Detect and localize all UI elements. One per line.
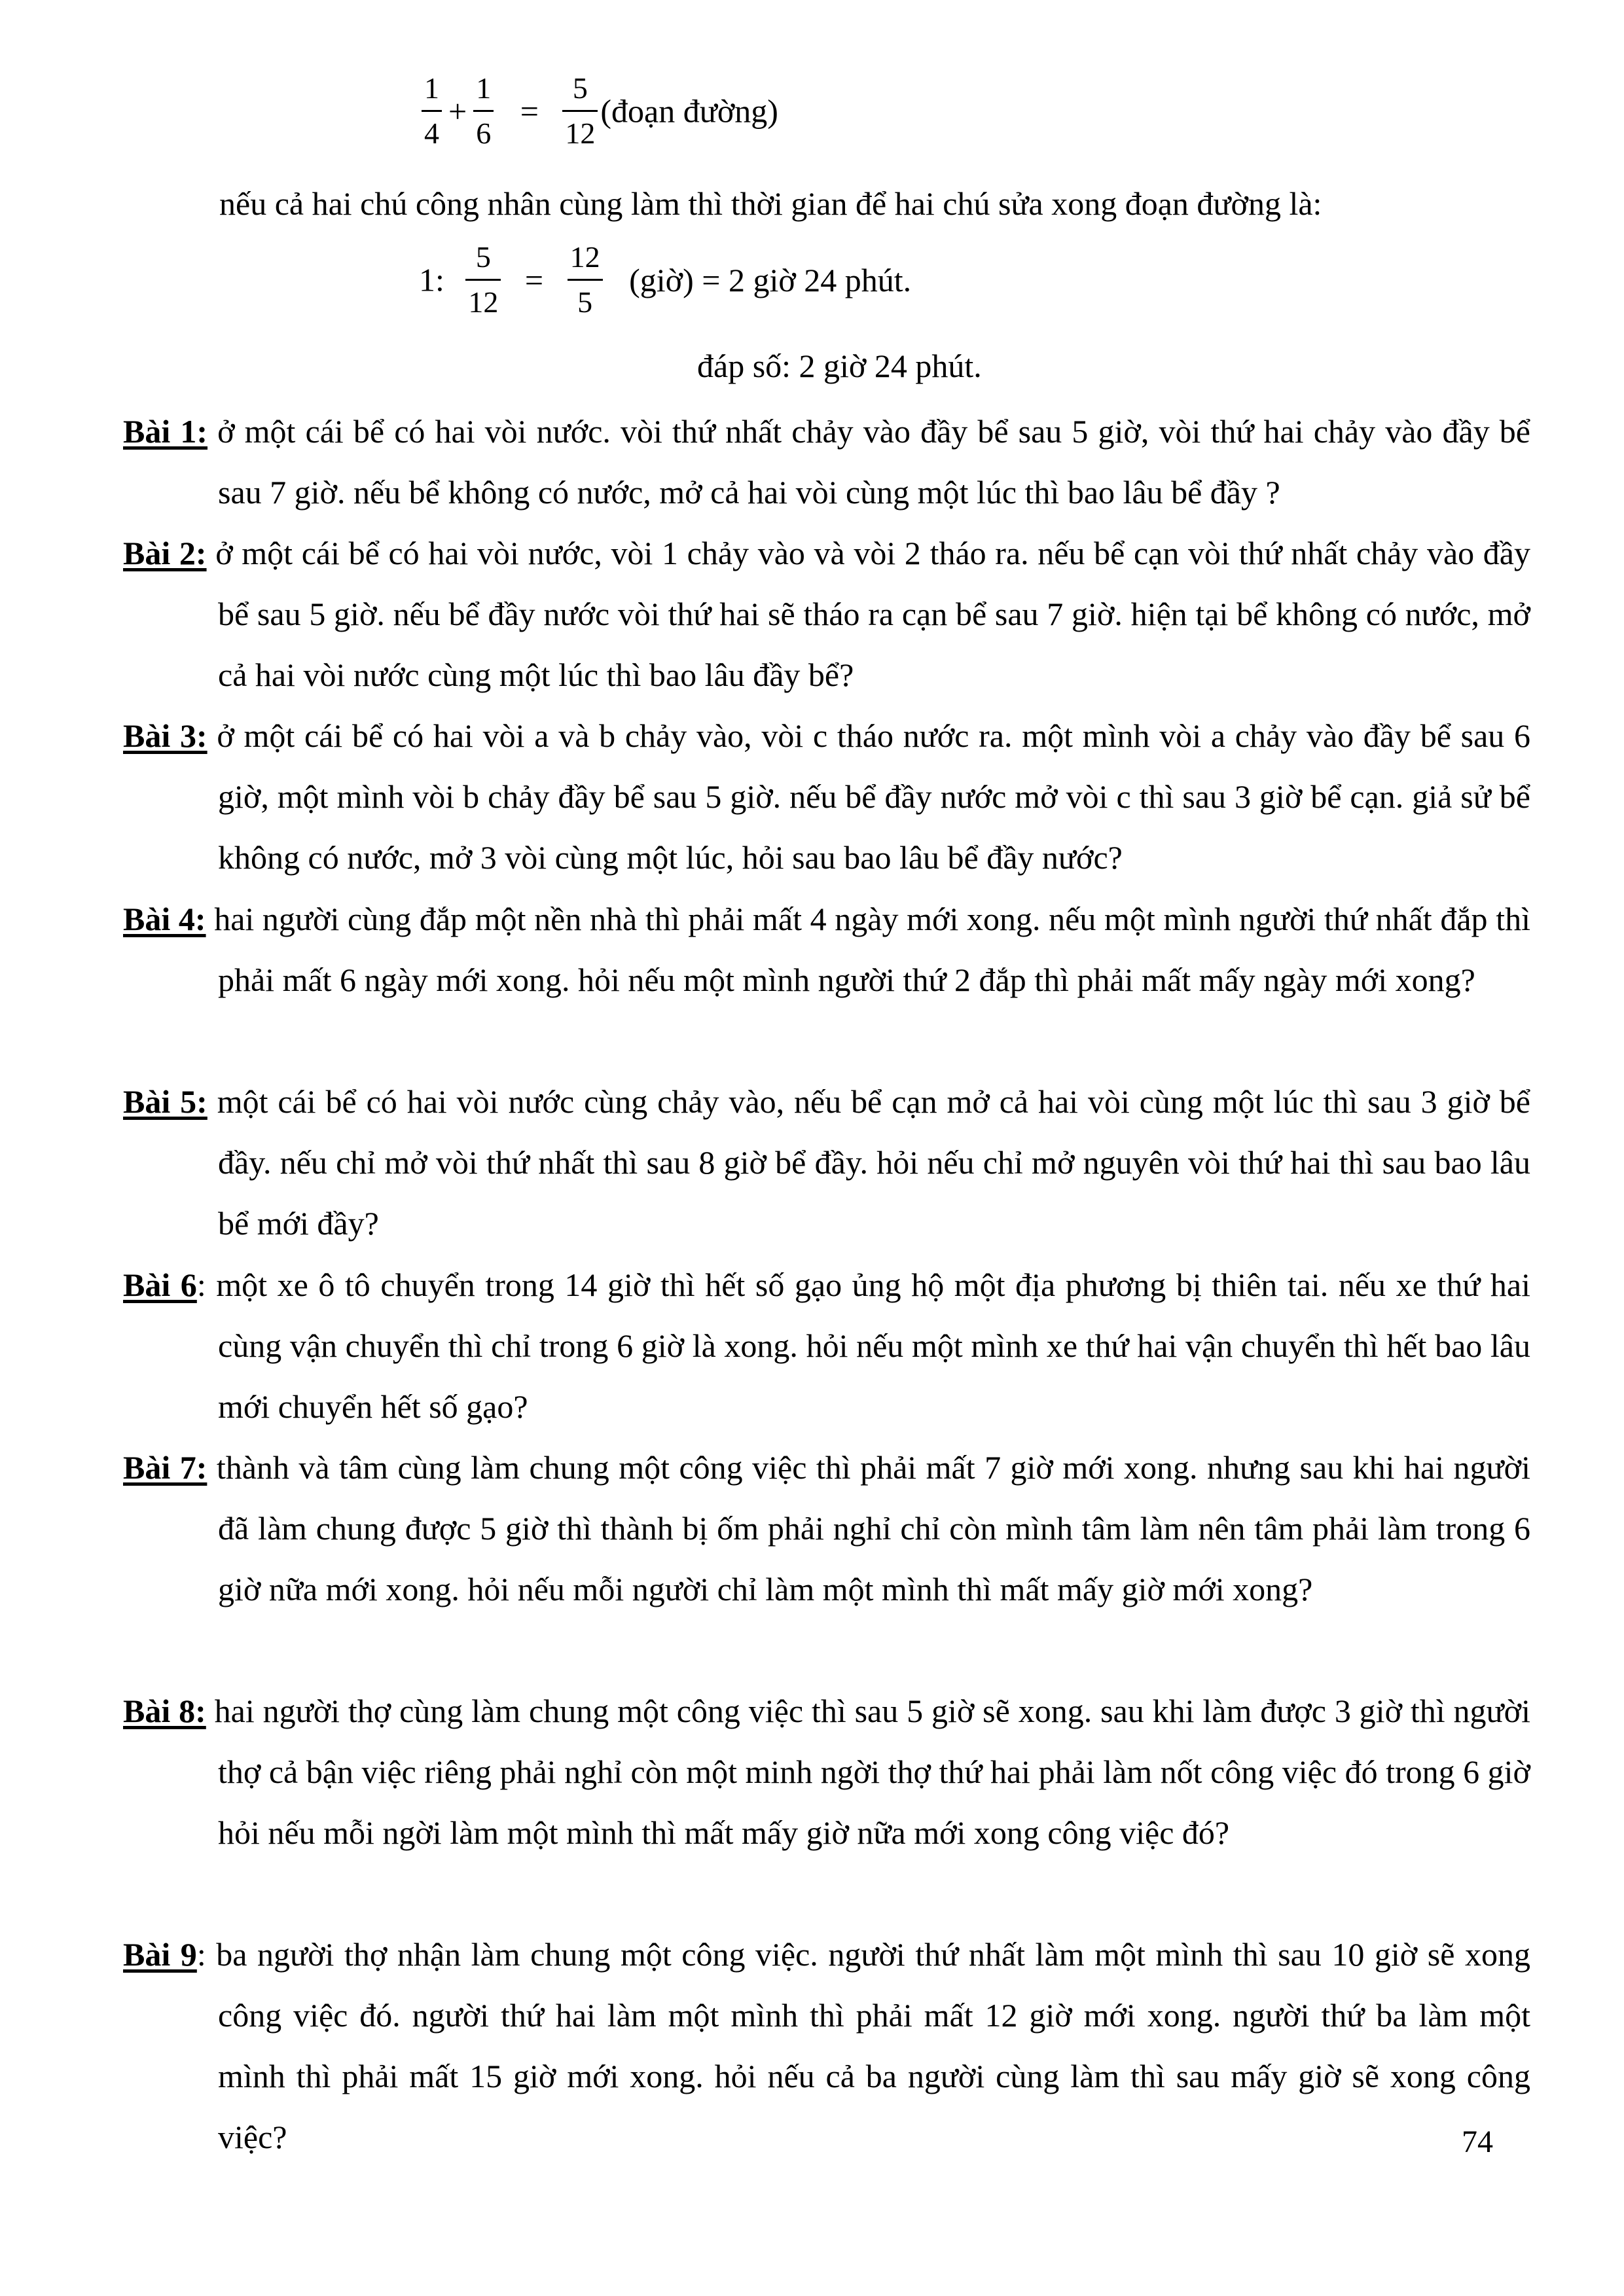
problem-label: Bài 5: (123, 1083, 208, 1120)
problem-text: : một xe ô tô chuyển trong 14 giờ thì hết số gạo ủng hộ một địa phương bị thiên tai. nếu xe thứ hai cùng vận chuyển thì chỉ trong 6 giờ là xong. hỏi nếu một mình xe thứ hai vận chuyển thì hết bao lâu mới chuyển hết số gạo? (196, 1266, 1530, 1425)
problem-8 (123, 1681, 1530, 1863)
problem-2 (123, 523, 1530, 706)
problem-9 (123, 1924, 1530, 2168)
problem-label: Bài 3: (123, 717, 208, 754)
fraction-five-twelfths-b: $\frac{5}{12}$ (465, 242, 501, 317)
problem-label: Bài 1: (123, 413, 208, 450)
unit-text: (đoạn đường) (600, 92, 778, 130)
equals-sign-b: = (524, 261, 544, 298)
problem-text: ở một cái bể có hai vòi nước, vòi 1 chảy vào và vòi 2 tháo ra. nếu bể cạn vòi thứ nhất chảy vào đầy bể sau 5 giờ. nếu bể đầy nước vòi thứ hai sẽ tháo ra cạn bể sau 7 giờ. hiện tại bể không có nước, mở cả hai vòi nước cùng một lúc thì bao lâu đầy bể? (206, 535, 1530, 693)
division-equation (419, 242, 911, 317)
problem-4 (123, 889, 1530, 1011)
problem-6 (123, 1255, 1530, 1437)
problem-5 (123, 1071, 1530, 1254)
fraction-twelve-fifths: $\frac{12}{5}$ (568, 242, 603, 317)
plus-sign: + (448, 92, 467, 130)
problem-label: Bài 9 (123, 1936, 197, 1973)
solution-sentence: nếu cả hai chú công nhân cùng làm thì thời gian để hai chú sửa xong đoạn đường là: (219, 185, 1322, 222)
problem-text: thành và tâm cùng làm chung một công việc thì phải mất 7 giờ mới xong. nhưng sau khi hai người đã làm chung được 5 giờ thì thành bị ốm phải nghỉ chỉ còn mình tâm làm nên tâm phải làm trong 6 giờ nữa mới xong. hỏi nếu mỗi người chỉ làm một mình thì mất mấy giờ mới xong? (207, 1449, 1530, 1607)
problem-1 (123, 401, 1530, 523)
answer-line: đáp số: 2 giờ 24 phút. (697, 348, 982, 384)
problem-text: một cái bể có hai vòi nước cùng chảy vào, nếu bể cạn mở cả hai vòi cùng một lúc thì sau 3 giờ bể đầy. nếu chỉ mở vòi thứ nhất thì sau 8 giờ bể đầy. hỏi nếu chỉ mở nguyên vòi thứ hai thì sau bao lâu bể mới đầy? (207, 1083, 1530, 1242)
problem-text: : ba người thợ nhận làm chung một công việc. người thứ nhất làm một mình thì sau 10 giờ sẽ xong công việc đó. người thứ hai làm một mình thì phải mất 12 giờ mới xong. người thứ ba làm một mình thì phải mất 15 giờ mới xong. hỏi nếu cả ba người cùng làm thì sau mấy giờ sẽ xong công việc? (196, 1936, 1530, 2155)
problem-3 (123, 706, 1530, 888)
equals-sign: = (520, 92, 539, 130)
problem-label: Bài 7: (123, 1449, 208, 1486)
problem-label: Bài 6 (123, 1266, 197, 1303)
problem-label: Bài 2: (123, 535, 207, 571)
fraction-one-sixth: $\frac{1}{6}$ (473, 73, 494, 149)
problem-text: ở một cái bể có hai vòi a và b chảy vào, vòi c tháo nước ra. một mình vòi a chảy vào đầy bể sau 6 giờ, một mình vòi b chảy đầy bể sau 5 giờ. nếu bể đầy nước mở vòi c thì sau 3 giờ bể cạn. giả sử bể không có nước, mở 3 vòi cùng một lúc, hỏi sau bao lâu bể đầy nước? (207, 717, 1530, 876)
fraction-sum-equation (419, 73, 778, 149)
page-number: 74 (1462, 2125, 1493, 2159)
division-result: (giờ) = 2 giờ 24 phút. (629, 261, 912, 298)
problem-label: Bài 4: (123, 901, 206, 937)
division-lead: 1: (419, 261, 444, 298)
problem-text: hai người thợ cùng làm chung một công việc thì sau 5 giờ sẽ xong. sau khi làm được 3 giờ thì người thợ cả bận việc riêng phải nghỉ còn một minh ngời thợ thứ hai phải làm nốt công việc đó trong 6 giờ hỏi nếu mỗi ngời làm một mình thì mất mấy giờ nữa mới xong công việc đó? (206, 1693, 1530, 1851)
problem-7 (123, 1437, 1530, 1620)
problem-label: Bài 8: (123, 1693, 206, 1729)
fraction-one-quarter: $\frac{1}{4}$ (422, 73, 442, 149)
problem-text: ở một cái bể có hai vòi nước. vòi thứ nhất chảy vào đầy bể sau 5 giờ, vòi thứ hai chảy vào đầy bể sau 7 giờ. nếu bể không có nước, mở cả hai vòi cùng một lúc thì bao lâu bể đầy ? (208, 413, 1530, 511)
fraction-five-twelfths: $\frac{5}{12}$ (562, 73, 598, 149)
problem-text: hai người cùng đắp một nền nhà thì phải mất 4 ngày mới xong. nếu một mình người thứ nhất đắp thì phải mất 6 ngày mới xong. hỏi nếu một mình người thứ 2 đắp thì phải mất mấy ngày mới xong? (206, 901, 1530, 998)
